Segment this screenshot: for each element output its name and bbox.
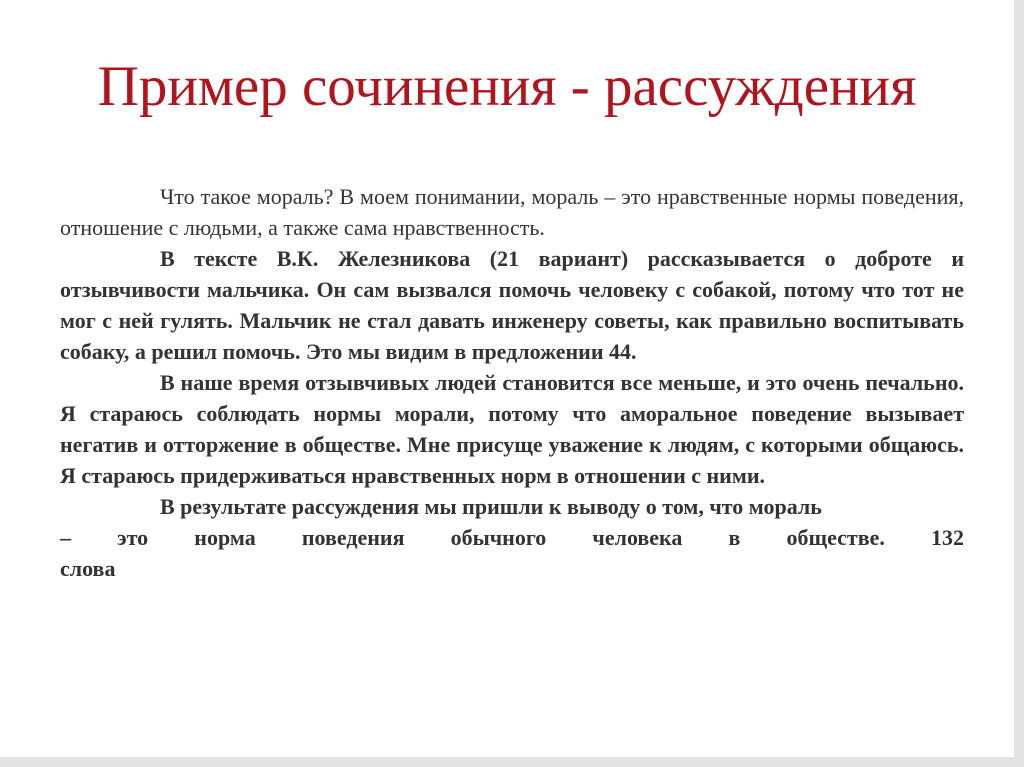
essay-body (60, 181, 964, 584)
paragraph-personal: В наше время отзывчивых людей становится все меньше, и это очень печально. Я стараюсь соблюдать нормы морали, потому что аморальное поведение вызывает негатив и отторжение в обществе. Мне присуще уважение к людям, с которыми общаюсь. Я стараюсь придерживаться нравственных норм в отношении с ними. (60, 370, 964, 488)
conclusion-last-line-text: – это норма поведения обычного человека в обществе. (60, 525, 885, 550)
word-count-number: 132 (931, 525, 964, 550)
paragraph-intro: Что такое мораль? В моем понимании, мораль – это нравственные нормы поведения, отношение с людьми, а также сама нравственность. (60, 184, 964, 240)
word-count-unit: слова (60, 556, 116, 581)
slide-title: Пример сочинения - рассуждения (97, 55, 917, 118)
paragraph-argument: В тексте В.К. Железникова (21 вариант) рассказывается о доброте и отзывчивости мальчика. Он сам вызвался помочь человеку с собакой, потому что тот не мог с ней гулять. Мальчик не стал давать инженеру советы, как правильно воспитывать собаку, а решил помочь. Это мы видим в предложении 44. (60, 246, 964, 364)
conclusion-last-line (60, 522, 964, 553)
paragraph-conclusion: В результате рассуждения мы пришли к выводу о том, что мораль (160, 494, 822, 519)
